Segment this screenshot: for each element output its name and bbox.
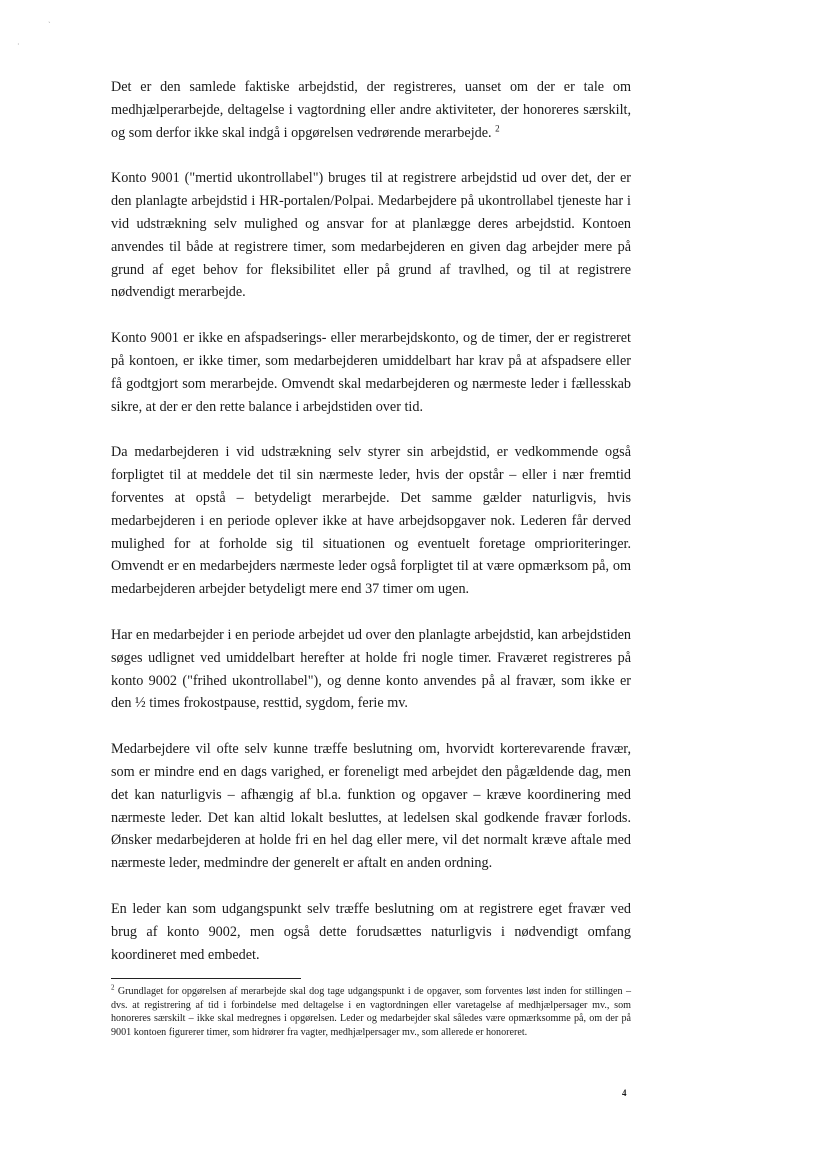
paragraph-6: Medarbejdere vil ofte selv kunne træffe beslutning om, hvorvidt korterevarende fravær, som er mindre end en dags varighed, er foreneligt med arbejdet den pågældende dag, men det kan naturligvis – afhængig af bl.a. funktion og opgaver – kræve koordinering med nærmeste leder. Det kan altid lokalt besluttes, at ledelsen skal godkende fravær forlods. Ønsker medarbejderen at holde fri en hel dag eller mere, vil det normalt kræve aftale med nærmeste leder, medmindre der generelt er aftalt en anden ordning. (111, 741, 631, 872)
scan-speck: · (17, 40, 20, 49)
footnote-number: 2 (111, 983, 115, 992)
document-body (111, 76, 631, 989)
paragraph-4: Da medarbejderen i vid udstrækning selv styrer sin arbejdstid, er vedkommende også forpligtet til at meddele det til sin nærmeste leder, hvis der opstår – eller i nær fremtid forventes at opstå – betydeligt merarbejde. Det samme gælder naturligvis, hvis medarbejderen i en periode oplever ikke at have arbejdsopgaver nok. Lederen får derved mulighed for at forholde sig til situationen og eventuelt foretage omprioriteringer. Omvendt er en medarbejders nærmeste leder også forpligtet til at være opmærksom på, om medarbejderen arbejder betydeligt mere end 37 timer om ugen. (111, 444, 631, 598)
scan-speck: ˎ (48, 14, 51, 23)
paragraph-5: Har en medarbejder i en periode arbejdet ud over den planlagte arbejdstid, kan arbejdstiden søges udlignet ved umiddelbart herefter at holde fri nogle timer. Fraværet registreres på konto 9002 ("frihed ukontrollabel"), og denne konto anvendes på al fravær, som ikke er den ½ times frokostpause, resttid, sygdom, ferie mv. (111, 626, 631, 712)
paragraph-3: Konto 9001 er ikke en afspadserings- eller merarbejdskonto, og de timer, der er registreret på kontoen, er ikke timer, som medarbejderen umiddelbart har krav på at afspadsere eller få godtgjort som merarbejde. Omvendt skal medarbejderen og nærmeste leder i fællesskab sikre, at der er den rette balance i arbejdstiden over tid. (111, 330, 631, 415)
footnote-text: Grundlaget for opgørelsen af merarbejde skal dog tage udgangspunkt i de opgaver, som forventes løst inden for stillingen – dvs. at registrering af tid i forbindelse med deltagelse i en vagtordningen eller varetagelse af medhjælpersager mv., som honoreres særskilt – ikke skal medregnes i opgørelsen. Leder og medarbejder skal således være opmærksomme på, om der på 9001 kontoen figurerer timer, som hidrører fra vagter, medhjælpersager mv., som allerede er honoreret. (111, 986, 631, 1038)
paragraph-1: Det er den samlede faktiske arbejdstid, der registreres, uanset om der er tale om medhjælperarbejde, deltagelse i vagtordning eller andre aktiviteter, der honoreres særskilt, og som derfor ikke skal indgå i opgørelsen vedrørende merarbejde. $^2$ (111, 79, 631, 141)
footnote (111, 985, 631, 1039)
footnote-separator (111, 978, 301, 979)
paragraph-7: En leder kan som udgangspunkt selv træffe beslutning om at registrere eget fravær ved brug af konto 9002, men også dette forudsættes naturligvis i nødvendigt omfang koordineret med embedet. (111, 900, 631, 963)
footnote-reference: 2 (495, 122, 500, 133)
page-number: 4 (622, 1088, 627, 1098)
paragraph-2: Konto 9001 ("mertid ukontrollabel") bruges til at registrere arbejdstid ud over det, der er den planlagte arbejdstid i HR-portalen/Polpai. Medarbejdere på ukontrollabel tjeneste har i vid udstrækning selv mulighed og ansvar for at planlægge deres arbejdstid. Kontoen anvendes til både at registrere timer, som medarbejderen en given dag arbejder mere på grund af eget behov for fleksibilitet eller på grund af travlhed, og til at registrere nødvendigt merarbejde. (111, 170, 631, 301)
